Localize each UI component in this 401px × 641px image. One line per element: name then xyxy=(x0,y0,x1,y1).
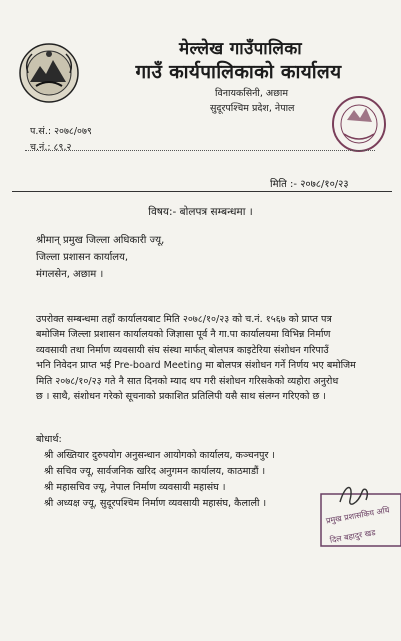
cc-title: बोधार्थ: xyxy=(36,434,62,445)
dispatch-number: च.नं.: ८९.२ xyxy=(30,142,72,153)
letter-date: मिति :- २०७८/१०/२३ xyxy=(270,179,349,190)
cc-item: श्री अध्यक्ष ज्यू, सुदूरपश्चिम निर्माण व्यवसायी महासंघ, कैलाली । xyxy=(44,498,267,509)
cc-item: श्री अख्तियार दुरुपयोग अनुसन्धान आयोगको कार्यालय, कञ्चनपुर । xyxy=(44,450,276,461)
office-name: गाउँ कार्यपालिकाको कार्यालय xyxy=(135,61,342,83)
body-line: व्यवसायी तथा निर्माण व्यवसायी संघ संस्था मार्फत् बोलपत्र काइटेरिया संशोधन गरिपाउँ xyxy=(36,344,329,356)
addressee-line: मंगलसेन, अछाम । xyxy=(36,269,104,280)
addressee-block xyxy=(36,232,164,283)
svg-text:दिल बहादुर खड: दिल बहादुर खड xyxy=(329,527,377,545)
body-line: भनि निवेदन प्राप्त भई Pre-board Meeting मा बोलपत्र संशोधन गर्ने निर्णय भए बमोजिम xyxy=(36,360,356,372)
address-line-2: सुदूरपश्चिम प्रदेश, नेपाल xyxy=(210,103,295,114)
signature xyxy=(336,474,376,514)
body-line: छ । साथै, संशोधन गरेको सूचनाको प्रकाशित प्रतिलिपी यसै साथ संलग्न गरिएको छ । xyxy=(36,391,326,403)
body-line: उपरोक्त सम्बन्धमा तहाँ कार्यालयबाट मिति २०७८/१०/२३ को च.नं. १५६७ को प्राप्त पत्र xyxy=(36,314,332,325)
subject-line: विषय:- बोलपत्र सम्बन्धमा । xyxy=(148,206,253,218)
letter-body xyxy=(36,312,386,404)
organization-name: मेल्लेख गाउँपालिका xyxy=(179,39,302,59)
body-line: बमोजिम जिल्ला प्रशासन कार्यालयको जिज्ञासा पूर्व नै गा.पा कार्यालयमा विभिन्न निर्माण xyxy=(36,329,331,341)
cc-item: श्री सचिव ज्यू, सार्वजनिक खरिद अनुगमन कार्यालय, काठमाडौं । xyxy=(44,466,266,477)
header-rule xyxy=(12,191,392,192)
cc-item: श्री महासचिव ज्यू, नेपाल निर्माण व्यवसायी महासंघ । xyxy=(44,482,226,493)
addressee-line: श्रीमान् प्रमुख जिल्ला अधिकारी ज्यू, xyxy=(36,235,165,246)
divider xyxy=(25,150,375,151)
addressee-line: जिल्ला प्रशासन कार्यालय, xyxy=(36,252,129,263)
letter-number: प.सं.: २०७८/०७९ xyxy=(30,126,92,137)
address-line-1: विनायकसिनी, अछाम xyxy=(215,88,288,99)
svg-text:प्रमुख प्रशासकिय अधि: प्रमुख प्रशासकिय अधि xyxy=(325,505,391,526)
body-line: मिति २०७८/१०/२३ गते नै सात दिनको म्याद थप गरी संशोधन गरिसकेको व्यहोरा अनुरोध xyxy=(36,375,339,387)
cc-list xyxy=(44,448,275,512)
office-seal-stamp xyxy=(330,94,388,156)
